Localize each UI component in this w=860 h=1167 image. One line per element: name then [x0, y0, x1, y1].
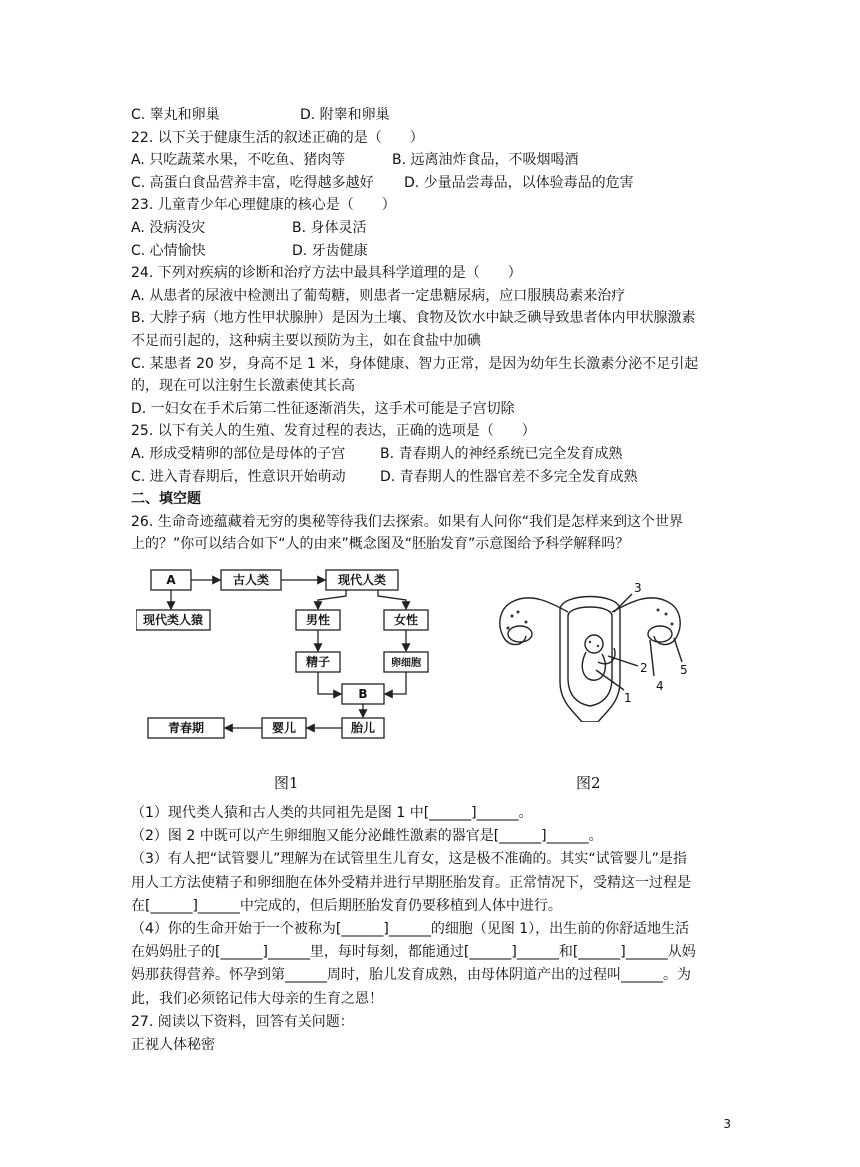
- figure-1-concept-map: [136, 562, 436, 742]
- node-baby: 婴儿: [271, 721, 297, 735]
- node-A: A: [166, 573, 176, 587]
- node-ancient: 古人类: [232, 573, 270, 587]
- text-line: （3）有人把“试管婴儿”理解为在试管里生儿育女，这是极不准确的。其实“试管婴儿”是指: [131, 851, 687, 868]
- fig2-label-3: 3: [634, 581, 642, 595]
- text-line: 26. 生命奇迹蕴藏着无穷的奥秘等待我们去探索。如果有人问你“我们是怎样来到这个世界: [131, 513, 683, 530]
- right-ovary: [648, 626, 672, 642]
- text-line: 23. 儿童青少年心理健康的核心是（ ）: [131, 197, 396, 214]
- node-modern: 现代人类: [337, 573, 387, 587]
- text-line: 用人工方法使精子和卵细胞在体外受精并进行早期胚胎发育。正常情况下，受精这一过程是: [131, 874, 691, 891]
- text-line: 的，现在可以注射生长激素使其长高: [131, 378, 355, 395]
- text-line: （2）图 2 中既可以产生卵细胞又能分泌雌性激素的器官是[______]______。: [131, 828, 603, 845]
- node-sperm: 精子: [305, 655, 331, 669]
- fig2-label-2: 2: [640, 661, 648, 675]
- node-male: 男性: [305, 613, 331, 627]
- uterus-cavity: [568, 607, 612, 706]
- text-line: 不足而引起的，这种病主要以预防为主，如在食盐中加碘: [131, 333, 481, 349]
- text-line: 22. 以下关于健康生活的叙述正确的是（ ）: [131, 129, 424, 146]
- text-line: 在[______]______中完成的，但后期胚胎发育仍要移植到人体中进行。: [131, 897, 562, 914]
- fetus-head: [585, 635, 603, 653]
- option-text: B. 青春期人的神经系统已完全发育成熟: [380, 446, 623, 462]
- text-line: 妈那获得营养。怀孕到第______周时，胎儿发育成熟，由母体阴道产出的过程叫______。为: [131, 967, 691, 984]
- text-line: （1）现代类人猿和古人类的共同祖先是图 1 中[______]______。: [131, 805, 533, 821]
- text-line: 在妈妈肚子的[______]______里，每时每刻，都能通过[______]______和[______]______从妈: [131, 944, 696, 961]
- text-line: A. 从患者的尿液中检测出了葡萄糖，则患者一定患糖尿病，应口服胰岛素来治疗: [131, 287, 626, 304]
- text-line: 25. 以下有关人的生殖、发育过程的表达，正确的选项是（ ）: [131, 423, 536, 440]
- text-line: 正视人体秘密: [131, 1037, 215, 1053]
- figure-2-caption: 图2: [576, 774, 601, 792]
- figure-1-caption: 图1: [274, 774, 299, 792]
- node-fetus: 胎儿: [350, 721, 376, 735]
- text-line: C. 睾丸和卵巢: [131, 107, 220, 123]
- fig2-label-5: 5: [680, 663, 688, 677]
- page-number: 3: [723, 1117, 731, 1131]
- text-line: A. 只吃蔬菜水果，不吃鱼、猪肉等: [131, 152, 346, 169]
- fetus-body: [582, 652, 605, 680]
- fig2-label-4: 4: [656, 679, 664, 693]
- option-text: D. 青春期人的性器官差不多完全发育成熟: [380, 468, 638, 485]
- text-line: C. 进入青春期后，性意识开始萌动: [131, 468, 346, 485]
- node-egg: 卵细胞: [391, 658, 421, 669]
- option-text: D. 附睾和卵巢: [300, 107, 390, 123]
- node-puberty: 青春期: [167, 721, 205, 735]
- option-text: B. 远离油炸食品，不吸烟喝酒: [392, 152, 579, 169]
- text-line: C. 高蛋白食品营养丰富，吃得越多越好: [131, 174, 374, 191]
- node-ape: 现代类人猿: [142, 613, 204, 627]
- figure-2-uterus-diagram: [490, 572, 690, 722]
- text-line: C. 心情愉快: [131, 242, 206, 259]
- text-line: 此，我们必须铭记伟大母亲的生育之恩！: [131, 990, 383, 1007]
- node-female: 女性: [393, 613, 419, 627]
- text-line: D. 一妇女在手术后第二性征逐渐消失，这手术可能是子宫切除: [131, 400, 515, 417]
- text-line: A. 形成受精卵的部位是母体的子宫: [131, 446, 346, 462]
- text-line: 24. 下列对疾病的诊断和治疗方法中最具科学道理的是（ ）: [131, 265, 522, 282]
- option-text: D. 牙齿健康: [292, 242, 368, 259]
- option-text: D. 少量品尝毒品，以体验毒品的危害: [404, 174, 634, 191]
- node-B: B: [358, 687, 368, 701]
- text-line: 上的？”你可以结合如下“人的由来”概念图及“胚胎发育”示意图给予科学解释吗？: [131, 536, 630, 553]
- text-line: 二、填空题: [131, 491, 201, 508]
- left-ovary: [508, 626, 532, 642]
- text-line: C. 某患者 20 岁，身高不足 1 米，身体健康、智力正常，是因为幼年生长激素分泌不足引起: [131, 355, 699, 372]
- text-line: A. 没病没灾: [131, 220, 206, 236]
- text-line: B. 大脖子病（地方性甲状腺肿）是因为土壤、食物及饮水中缺乏碘导致患者体内甲状腺激素: [131, 310, 696, 327]
- option-text: B. 身体灵活: [292, 220, 367, 236]
- fig2-label-1: 1: [624, 691, 632, 705]
- uterus-wall: [560, 597, 620, 723]
- text-line: （4）你的生命开始于一个被称为[______]______的细胞（见图 1），出生前的你舒适地生活: [131, 921, 690, 937]
- text-line: 27. 阅读以下资料，回答有关问题：: [131, 1013, 354, 1030]
